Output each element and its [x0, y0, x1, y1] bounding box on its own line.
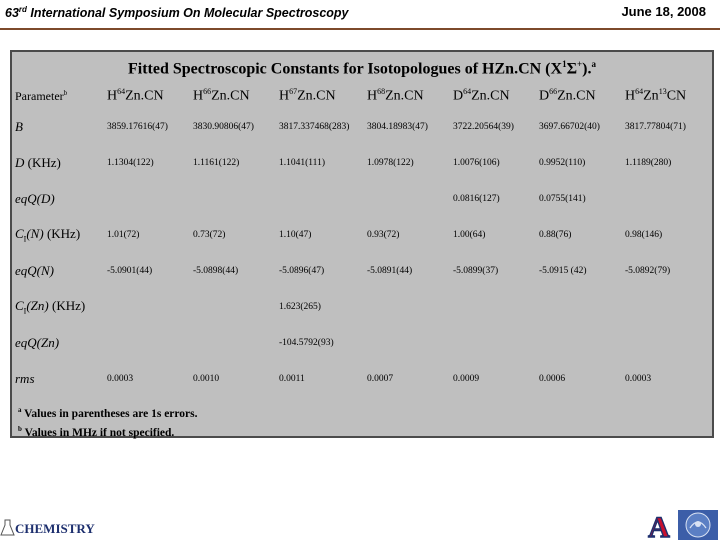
table-row: [15, 181, 715, 217]
table-cell: 1.01(72): [107, 230, 140, 240]
chemistry-logo: [2, 516, 95, 538]
slide-date: June 18, 2008: [621, 4, 706, 19]
block-a-logo: [645, 510, 673, 540]
table-cell: 1.1161(122): [193, 158, 240, 168]
table-cell: -5.0899(37): [453, 266, 499, 276]
table-row: [15, 253, 715, 289]
table-cell: 0.0003: [107, 374, 134, 384]
table-cell: 0.0816(127): [453, 194, 500, 204]
table-cell: 1.00(64): [453, 230, 486, 240]
table-row: [15, 145, 715, 181]
table-cell: [453, 289, 539, 325]
table-header-row: [15, 83, 715, 109]
row-label: rms: [15, 371, 35, 386]
column-header: $H^{68}Zn.CN$: [367, 87, 424, 104]
table-cell: 0.0011: [279, 374, 305, 384]
column-header: $H^{66}Zn.CN$: [193, 87, 250, 104]
table-row: [15, 109, 715, 145]
footnote-b: $^b$ Values in MHz if not specified.: [18, 424, 175, 439]
table-cell: [367, 181, 453, 217]
column-header: $D^{66}Zn.CN$: [539, 87, 596, 104]
table-cell: [453, 325, 539, 361]
table-cell: 3722.20564(39): [453, 122, 514, 132]
table-cell: [107, 181, 193, 217]
table-cell: 3804.18983(47): [367, 122, 428, 132]
row-label: eqQ(N): [15, 263, 54, 278]
table-cell: 0.73(72): [193, 230, 226, 240]
table-cell: 0.98(146): [625, 230, 663, 240]
footnote-a: $^a$ Values in parentheses are 1s errors.: [18, 406, 198, 420]
table-cell: [625, 325, 715, 361]
row-label: $C_I(N)$ (KHz): [15, 226, 81, 244]
table-cell: -5.0901(44): [107, 266, 153, 276]
table-cell: [193, 289, 279, 325]
row-label: $C_I(Zn)$ (KHz): [15, 298, 86, 316]
table-cell: 1.1304(122): [107, 158, 154, 168]
table-cell: [107, 289, 193, 325]
table-cell: 0.0010: [193, 374, 220, 384]
row-label: eqQ(Zn): [15, 335, 60, 350]
table-cell: 0.93(72): [367, 230, 400, 240]
table-cell: 1.0076(106): [453, 158, 500, 168]
table-cell: -104.5792(93): [279, 338, 334, 348]
table-cell: [193, 181, 279, 217]
table-cell: 0.0755(141): [539, 194, 586, 204]
column-header: $H^{64}Zn^{13}CN$: [625, 87, 687, 104]
svg-text:A: A: [648, 511, 670, 540]
footnotes: [18, 403, 198, 441]
table-cell: [107, 325, 193, 361]
table-cell: [539, 289, 625, 325]
conference-name: 63rd International Symposium On Molecular Spectroscopy: [5, 5, 349, 21]
table-cell: -5.0892(79): [625, 266, 671, 276]
column-header: $H^{64}Zn.CN$: [107, 87, 164, 104]
table-cell: 0.0003: [625, 374, 652, 384]
table-row: [15, 361, 715, 397]
table-cell: 3859.17616(47): [107, 122, 168, 132]
table-cell: 0.0007: [367, 374, 394, 384]
table-cell: [193, 325, 279, 361]
table-title: Fitted Spectroscopic Constants for Isotopologues of HZn.CN $(X^1\Sigma^+).^a$: [127, 59, 596, 78]
table-cell: -5.0915 (42): [539, 266, 587, 276]
table-cell: 3697.66702(40): [539, 122, 600, 132]
column-header: $D^{64}Zn.CN$: [453, 87, 510, 104]
table-cell: 0.0006: [539, 374, 566, 384]
table-cell: 1.1041(111): [279, 158, 325, 168]
table-cell: 0.88(76): [539, 230, 572, 240]
table-cell: -5.0898(44): [193, 266, 239, 276]
column-header: $H^{67}Zn.CN$: [279, 87, 336, 104]
row-label: eqQ(D): [15, 191, 55, 206]
table-cell: [367, 325, 453, 361]
table-cell: 0.0009: [453, 374, 480, 384]
table-cell: [625, 289, 715, 325]
table-cell: [367, 289, 453, 325]
table-cell: -5.0891(44): [367, 266, 413, 276]
university-seal-icon: [678, 510, 718, 540]
constants-table: [15, 83, 715, 397]
table-cell: 1.623(265): [279, 302, 321, 312]
table-cell: -5.0896(47): [279, 266, 325, 276]
table-cell: [539, 325, 625, 361]
table-cell: 0.9952(110): [539, 158, 586, 168]
parameter-header: Parameter$^b$: [15, 88, 68, 103]
table-cell: 3817.337468(283): [279, 122, 350, 132]
header-rule: [0, 28, 720, 30]
table-cell: 1.0978(122): [367, 158, 414, 168]
table-cell: 1.10(47): [279, 230, 312, 240]
table-cell: [625, 181, 715, 217]
table-cell: 1.1189(280): [625, 158, 672, 168]
table-row: [15, 325, 715, 361]
slide-header: [0, 0, 720, 27]
table-row: [15, 289, 715, 325]
row-label: D (KHz): [15, 155, 61, 170]
svg-text:CHEMISTRY: CHEMISTRY: [15, 521, 95, 536]
row-label: B: [15, 119, 23, 134]
table-cell: [279, 181, 367, 217]
table-row: [15, 217, 715, 253]
table-cell: 3830.90806(47): [193, 122, 254, 132]
table-cell: 3817.77804(71): [625, 122, 686, 132]
